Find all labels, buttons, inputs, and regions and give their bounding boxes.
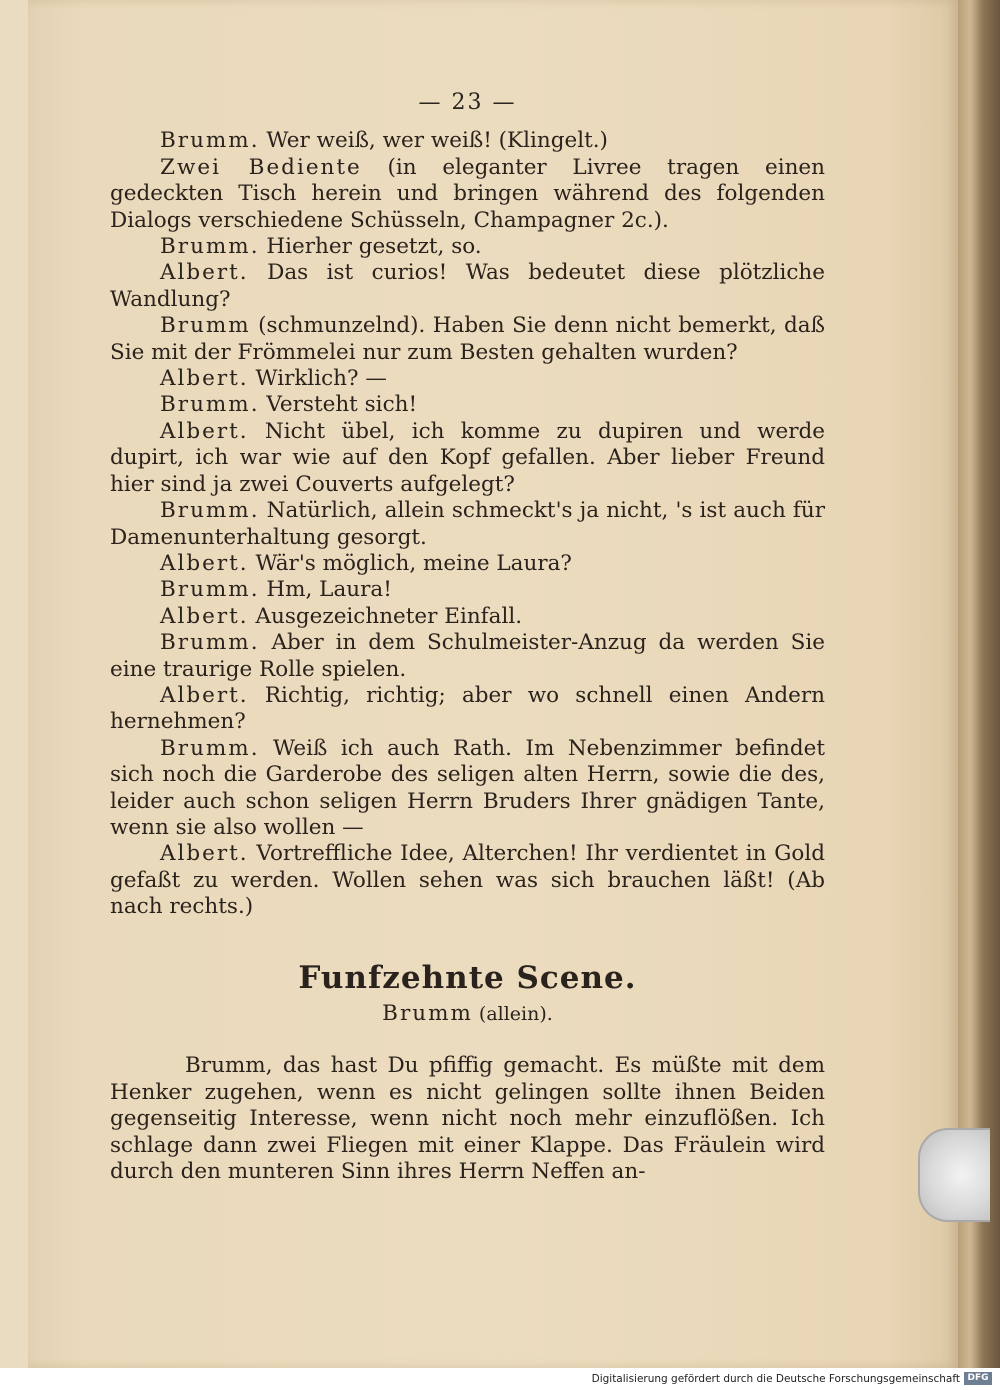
- dialogue-line: [110, 630, 825, 683]
- line-text: Richtig, richtig; aber wo schnell einen Andern hernehmen?: [110, 682, 825, 735]
- dialogue-line: [110, 234, 825, 260]
- line-text: Natürlich, allein schmeckt's ja nicht, 's ist auch für Damenunterhaltung gesorgt.: [110, 498, 825, 550]
- line-text: Vortreffliche Idee, Alterchen! Ihr verdientet in Gold gefaßt zu werden. Wollen sehen was sich brauchen läßt! (Ab nach rechts.): [110, 841, 825, 920]
- dialogue-line: [110, 841, 825, 920]
- dialogue-line: [110, 419, 825, 498]
- line-text: Versteht sich!: [259, 392, 418, 418]
- line-text: Hierher gesetzt, so.: [259, 234, 482, 260]
- dialogue-line: [110, 128, 825, 154]
- dialogue-line: [110, 577, 825, 603]
- line-text: (schmunzelnd). Haben Sie denn nicht bemerkt, daß Sie mit der Frömmelei nur zum Besten gehalten wurden?: [110, 313, 825, 365]
- speaker-name: Brumm.: [160, 234, 260, 260]
- dialogue-line: [110, 260, 825, 313]
- page-text: [110, 90, 825, 1185]
- speaker-name: Brumm.: [160, 392, 260, 418]
- speaker-name: Albert.: [160, 841, 249, 867]
- line-text: Ausgezeichneter Einfall.: [248, 603, 523, 629]
- dialogue-line: [110, 498, 825, 551]
- speaker-name: Albert.: [160, 682, 249, 708]
- footer-bar: [0, 1368, 1000, 1390]
- scene-heading: Funfzehnte Scene.: [298, 959, 637, 996]
- dialogue-line: [110, 366, 825, 392]
- scene-direction: (allein).: [472, 1003, 553, 1025]
- dialogue-line: [110, 551, 825, 577]
- line-text: Wär's möglich, meine Laura?: [248, 550, 572, 576]
- dialogue-line: [110, 313, 825, 366]
- dialogue-line: [110, 392, 825, 418]
- speaker-name: Brumm.: [160, 577, 260, 603]
- speaker-name: Brumm.: [160, 630, 260, 656]
- speaker-name: Brumm.: [160, 128, 260, 154]
- speaker-name: Brumm.: [160, 735, 260, 761]
- footer-credit: Digitalisierung gefördert durch die Deutsche Forschungsgemeinschaft: [591, 1373, 960, 1385]
- speaker-name: Albert.: [160, 260, 249, 286]
- line-text: Aber in dem Schulmeister-Anzug da werden Sie eine traurige Rolle spielen.: [110, 630, 825, 682]
- page-number: — 23 —: [418, 90, 517, 115]
- speaker-name: Albert.: [160, 366, 249, 392]
- speaker-name: Zwei Bediente: [160, 154, 362, 180]
- dialogue-line: [110, 155, 825, 234]
- speaker-name: Brumm: [160, 313, 251, 339]
- line-text: Hm, Laura!: [259, 577, 392, 603]
- dialogue-line: [110, 736, 825, 842]
- line-text: Wirklich? —: [248, 366, 387, 392]
- line-text: Nicht übel, ich komme zu dupiren und werde dupirt, ich war wie auf den Kopf gefallen. Aber lieber Freund hier sind ja zwei Couverts aufgelegt?: [110, 418, 825, 497]
- line-text: Wer weiß, wer weiß! (Klingelt.): [259, 128, 608, 154]
- dialogue-line: [110, 604, 825, 630]
- line-text: Weiß ich auch Rath. Im Nebenzimmer befindet sich noch die Garderobe des seligen alten Herrn, sowie die des, leider auch schon seligen Herrn Bruders Ihrer gnädigen Tante, wenn sie also wollen —: [110, 735, 825, 840]
- dfg-logo: DFG: [964, 1372, 992, 1385]
- line-text: (in eleganter Livree tragen einen gedeckten Tisch herein und bringen während des folgenden Dialogs verschiedene Schüsseln, Champagner 2c.).: [110, 154, 825, 233]
- dialogue-block: [110, 128, 825, 920]
- scene-speaker: Brumm: [382, 1001, 473, 1026]
- speaker-name: Albert.: [160, 550, 249, 576]
- scene-subheading: [110, 1001, 825, 1027]
- page-clip: [918, 1128, 990, 1222]
- dialogue-line: [110, 683, 825, 736]
- line-text: Das ist curios! Was bedeutet diese plötzliche Wandlung?: [110, 260, 825, 312]
- speaker-name: Albert.: [160, 418, 249, 444]
- speaker-name: Albert.: [160, 603, 249, 629]
- monologue-paragraph: Brumm, das hast Du pfiffig gemacht. Es müßte mit dem Henker zugehen, wenn es nicht gelingen sollte ihnen Beiden gegenseitig Interesse, wenn nicht noch mehr einzuflößen. Ich schlage dann zwei Fliegen mit einer Klappe. Das Fräulein wird durch den munteren Sinn ihres Herrn Neffen an-: [110, 1053, 825, 1185]
- speaker-name: Brumm.: [160, 498, 260, 524]
